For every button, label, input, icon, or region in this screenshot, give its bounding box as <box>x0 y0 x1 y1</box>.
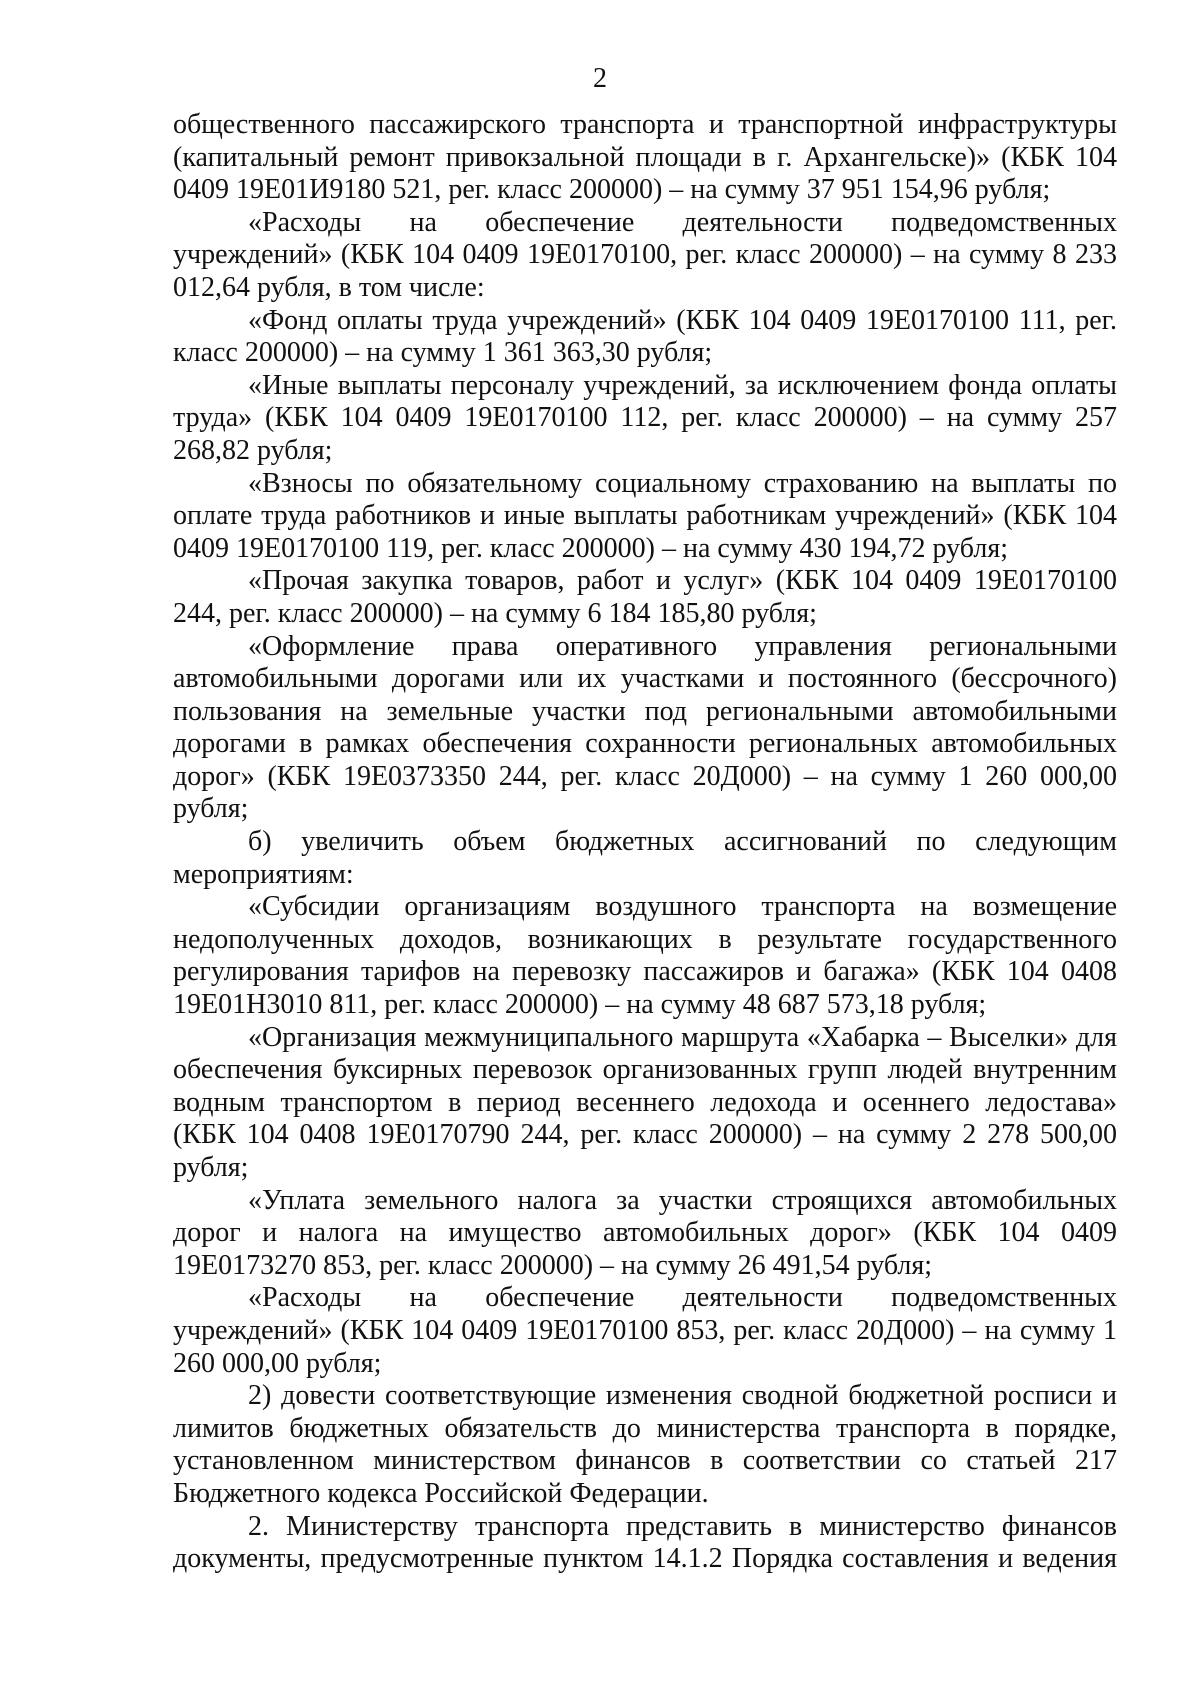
page-number: 2 <box>593 63 607 94</box>
paragraph-social-insurance-contributions: «Взносы по обязательному социальному страхованию на выплаты по оплате труда работников и иные выплаты работникам учреждений» (КБК 104 0409 19Е0170100 119, рег. класс 200000) – на сумму 430 194,72 рубля; <box>173 467 1117 564</box>
paragraph-wage-fund: «Фонд оплаты труда учреждений» (КБК 104 0409 19Е0170100 111, рег. класс 200000) – на сумму 1 361 363,30 рубля; <box>173 304 1117 369</box>
paragraph-intermunicipal-route: «Организация межмуниципального маршрута «Хабарка – Выселки» для обеспечения буксирных перевозок организованных групп людей внутренним водным транспортом в период весеннего ледохода и осеннего ледостава» (КБК 104 0408 19Е0170790 244, рег. класс 200000) – на сумму 2 278 500,00 рубля; <box>173 1021 1117 1183</box>
paragraph-air-transport-subsidies: «Субсидии организациям воздушного транспорта на возмещение недополученных доходов, возникающих в результате государственного регулирования тарифов на перевозку пассажиров и багажа» (КБК 104 0408 19Е01Н3010 811, рег. класс 200000) – на сумму 48 687 573,18 рубля; <box>173 891 1117 1021</box>
paragraph-budget-changes: 2) довести соответствующие изменения сводной бюджетной росписи и лимитов бюджетных обязательств до министерства транспорта в порядке, установленном министерством финансов в соответствии со статьей 217 Бюджетного кодекса Российской Федерации. <box>173 1380 1117 1509</box>
paragraph-other-staff-payments: «Иные выплаты персоналу учреждений, за исключением фонда оплаты труда» (КБК 104 0409 19Е0170100 112, рег. класс 200000) – на сумму 257 268,82 рубля; <box>173 369 1117 466</box>
document-body <box>173 109 1117 1576</box>
paragraph-increase-allocations: б) увеличить объем бюджетных ассигнований по следующим мероприятиям: <box>173 826 1117 890</box>
paragraph-road-management-rights: «Оформление права оперативного управления региональными автомобильными дорогами или их участками и постоянного (бессрочного) пользования на земельные участки под региональными автомобильными дорогами в рамках обеспечения сохранности региональных автомобильных дорог» (КБК 19Е0373350 244, рег. класс 20Д000) – на сумму 1 260 000,00 рубля; <box>173 630 1117 825</box>
paragraph-infrastructure-continuation: общественного пассажирского транспорта и транспортной инфраструктуры (капитальный ремонт привокзальной площади в г. Архангельске)» (КБК 104 0409 19Е01И9180 521, рег. класс 200000) – на сумму 37 951 154,96 рубля; <box>173 109 1117 206</box>
paragraph-other-procurement: «Прочая закупка товаров, работ и услуг» (КБК 104 0409 19Е0170100 244, рег. класс 200000) – на сумму 6 184 185,80 рубля; <box>173 565 1117 629</box>
paragraph-ministry-documents: 2. Министерству транспорта представить в министерство финансов документы, предусмотренные пунктом 14.1.2 Порядка составления и ведения <box>173 1510 1117 1575</box>
paragraph-institution-expenses-853: «Расходы на обеспечение деятельности подведомственных учреждений» (КБК 104 0409 19Е0170100 853, рег. класс 20Д000) – на сумму 1 260 000,00 рубля; <box>173 1282 1117 1379</box>
paragraph-subordinate-institutions-expenses: «Расходы на обеспечение деятельности подведомственных учреждений» (КБК 104 0409 19Е0170100, рег. класс 200000) – на сумму 8 233 012,64 рубля, в том числе: <box>173 206 1117 303</box>
paragraph-land-tax: «Уплата земельного налога за участки строящихся автомобильных дорог и налога на имущество автомобильных дорог» (КБК 104 0409 19Е0173270 853, рег. класс 200000) – на сумму 26 491,54 рубля; <box>173 1184 1117 1281</box>
